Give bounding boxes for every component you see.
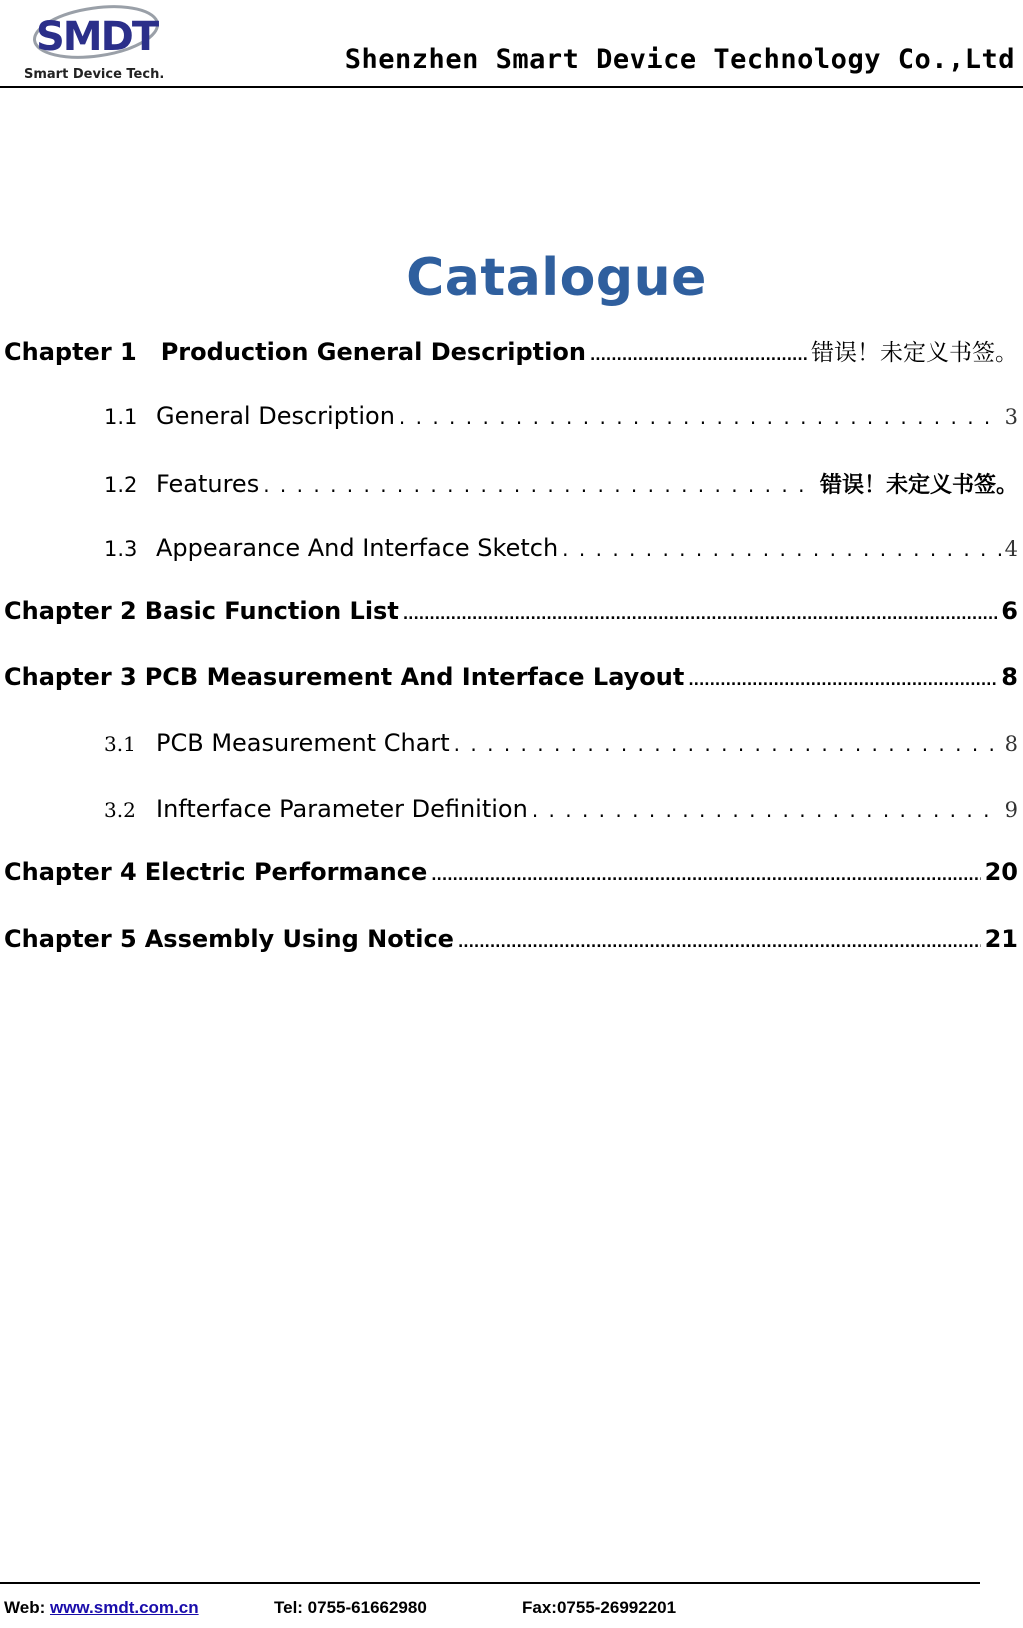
web-label: Web: (4, 1598, 46, 1617)
toc-entry[interactable] (104, 534, 1018, 562)
toc-entry[interactable] (104, 795, 1018, 823)
toc-entry[interactable] (4, 925, 1018, 953)
footer-divider (0, 1582, 980, 1584)
smdt-logo (18, 0, 178, 84)
toc-entry[interactable] (4, 597, 1018, 625)
toc-leader (590, 338, 807, 366)
toc-number: Chapter 4 (4, 858, 137, 886)
toc-leader (399, 402, 1001, 430)
page-header (0, 0, 1023, 92)
toc-leader (454, 729, 1001, 757)
toc-page: 错误！未定义书签。 (811, 340, 1018, 366)
toc-entry[interactable] (104, 402, 1018, 430)
toc-leader (403, 597, 997, 625)
toc-page: 8 (1001, 663, 1018, 691)
toc-page: 8 (1004, 732, 1018, 756)
toc-number: Chapter 1 (4, 338, 137, 366)
toc-entry[interactable] (104, 468, 1018, 499)
toc-title: Production General Description (160, 338, 586, 366)
toc-number: Chapter 3 (4, 663, 137, 691)
toc-leader (431, 858, 980, 886)
company-name: Shenzhen Smart Device Technology Co.,Ltd (344, 44, 1015, 75)
toc-number: 3.2 (104, 798, 136, 822)
toc-entry[interactable] (4, 663, 1018, 691)
toc-number: Chapter 2 (4, 597, 137, 625)
logo-text: SMDT (36, 14, 158, 60)
toc-title: Basic Function List (144, 597, 399, 625)
logo-subtitle: Smart Device Tech. (24, 67, 165, 82)
toc-number: 1.3 (104, 537, 138, 561)
toc-entry[interactable] (4, 858, 1018, 886)
toc-page: 6 (1001, 597, 1018, 625)
toc-title: Electric Performance (144, 858, 428, 886)
footer-fax: Fax:0755-26992201 (522, 1598, 677, 1617)
toc-number: 1.2 (104, 473, 138, 497)
toc-title: Appearance And Interface Sketch (156, 534, 559, 562)
toc-leader (688, 663, 997, 691)
toc-entry[interactable] (104, 729, 1018, 757)
toc-title: PCB Measurement And Interface Layout (144, 663, 685, 691)
toc-number: 1.1 (104, 405, 138, 429)
web-link[interactable]: www.smdt.com.cn (49, 1598, 199, 1617)
toc-number: Chapter 5 (4, 925, 137, 953)
toc-title: General Description (156, 402, 395, 430)
toc-title: Assembly Using Notice (144, 925, 454, 953)
toc-leader (562, 534, 1000, 562)
toc-page: 20 (984, 858, 1018, 886)
header-divider (0, 86, 1023, 88)
toc-page: 21 (984, 925, 1018, 953)
toc-leader (263, 470, 816, 498)
toc-page: 3 (1004, 405, 1018, 429)
catalogue-title: Catalogue (406, 248, 707, 308)
toc-title: PCB Measurement Chart (156, 729, 450, 757)
toc-leader (532, 795, 1001, 823)
toc-title: Infterface Parameter Definition (156, 795, 528, 823)
toc-leader (458, 925, 981, 953)
footer-web (4, 1598, 199, 1618)
footer-tel: Tel: 0755-61662980 (274, 1598, 427, 1617)
toc-page: 错误！未定义书签。 (819, 473, 1018, 498)
page-footer (4, 1598, 1004, 1622)
toc-title: Features (156, 470, 260, 498)
toc-page: 4 (1004, 537, 1018, 561)
toc-page: 9 (1004, 798, 1018, 822)
toc-number: 3.1 (104, 732, 136, 756)
toc-entry[interactable] (4, 334, 1018, 367)
